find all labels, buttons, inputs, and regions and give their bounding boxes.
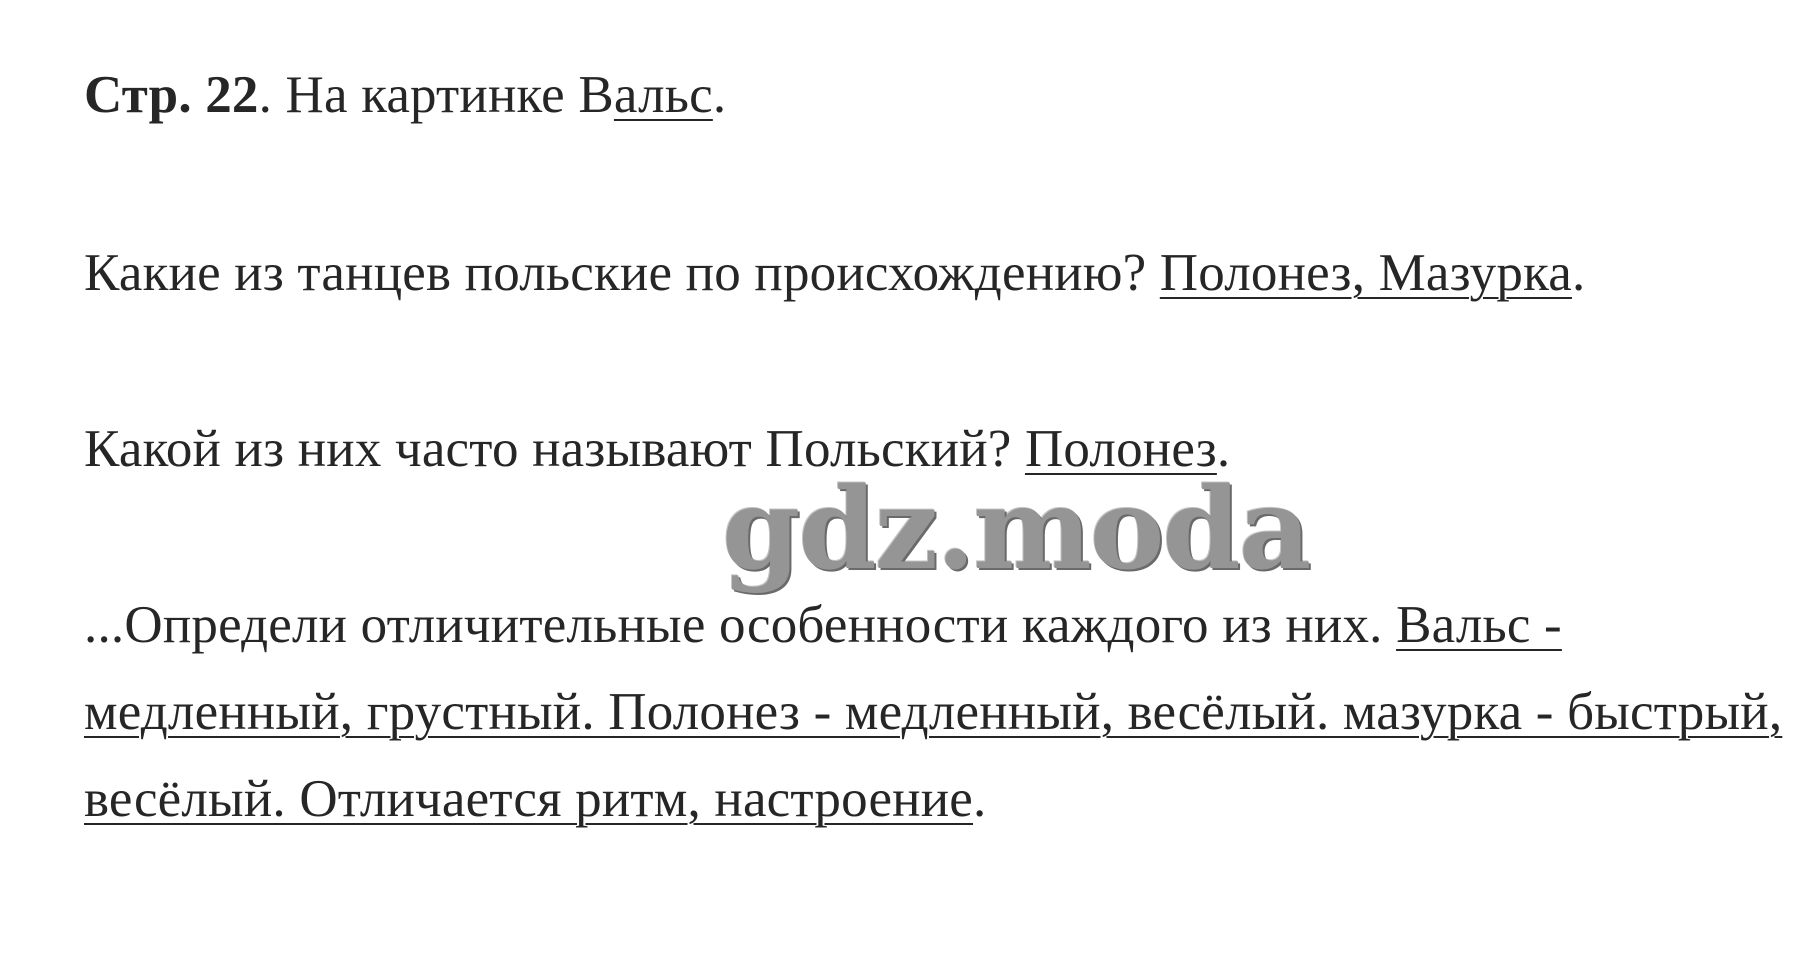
answer-text: Полонез bbox=[1024, 420, 1217, 478]
question-distinctive-features bbox=[84, 582, 1784, 843]
answer-text: Вальс - медленный, грустный. Полонез - медленный, весёлый. мазурка - быстрый, весёлый. Отличается ритм, настроение bbox=[84, 596, 1783, 828]
line1-underlined: альс bbox=[613, 66, 713, 124]
answer-end: . bbox=[1571, 244, 1586, 302]
question-text: ...Определи отличительные особенности каждого из них. bbox=[84, 596, 1397, 654]
question-text: Какие из танцев польские по происхождению? bbox=[84, 244, 1160, 302]
watermark-logo: gdz.moda bbox=[722, 464, 1310, 595]
answer-end: . bbox=[1216, 420, 1231, 478]
answer-text: Полонез, Мазурка bbox=[1159, 244, 1572, 302]
answer-end: . bbox=[973, 770, 987, 828]
page-ref: Стр. 22 bbox=[84, 66, 259, 124]
page-reference-line bbox=[84, 52, 726, 139]
line1-end: . bbox=[712, 66, 727, 124]
line1-text: . На картинке В bbox=[258, 66, 614, 124]
question-polish-origin bbox=[84, 230, 1585, 317]
question-text: Какой из них часто называют Польский? bbox=[84, 420, 1025, 478]
